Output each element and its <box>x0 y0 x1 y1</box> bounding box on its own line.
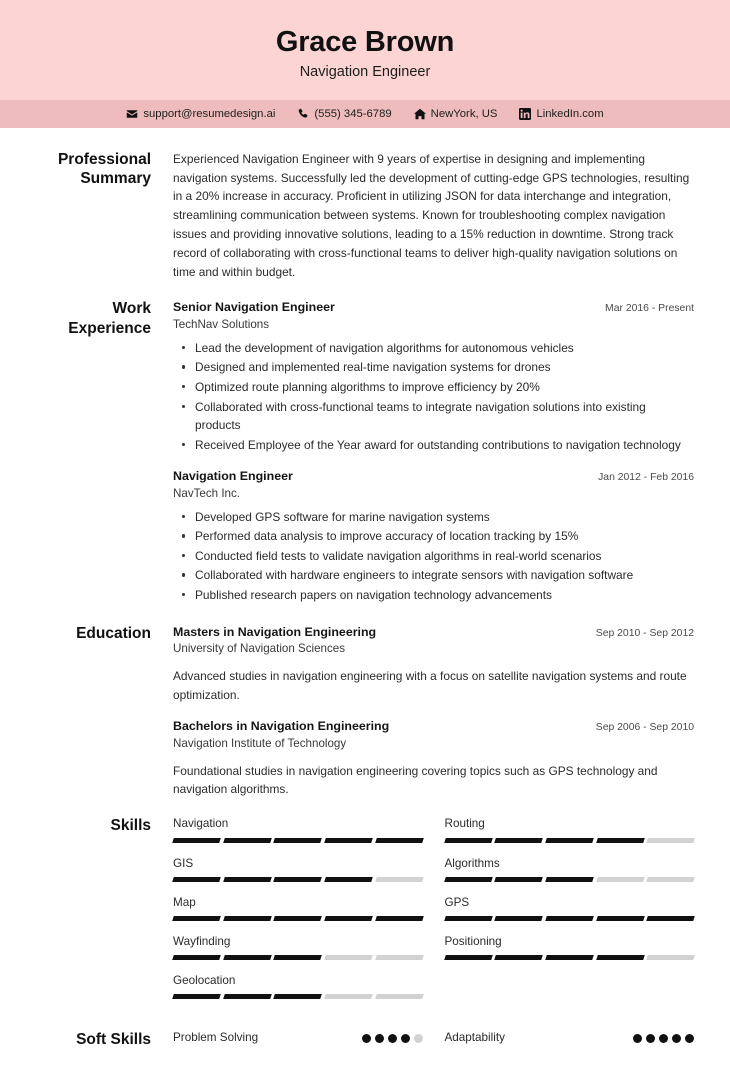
candidate-name: Grace Brown <box>275 26 455 58</box>
contact-phone[interactable] <box>297 108 391 120</box>
skill-level-segment <box>596 955 644 960</box>
skill-name: Map <box>173 895 196 909</box>
skill-level-segment <box>324 994 372 999</box>
rating-dot <box>633 1034 642 1043</box>
skills-grid <box>173 816 694 1012</box>
section-skills <box>28 816 694 1012</box>
skill-level-segment <box>324 838 372 843</box>
skill-level-segment <box>596 877 644 882</box>
rating-dot <box>685 1034 694 1043</box>
work-entry-org: TechNav Solutions <box>173 318 270 332</box>
work-entry-bullets <box>173 339 694 454</box>
skill-level-segment <box>274 955 322 960</box>
soft-skill-item <box>173 1030 423 1045</box>
skill-name: Algorithms <box>444 856 500 870</box>
work-entry-date: Jan 2012 - Feb 2016 <box>598 472 694 484</box>
contact-email-text: support@resumedesign.ai <box>143 107 276 120</box>
list-item: Performed data analysis to improve accuracy of location tracking by 15% <box>173 527 694 546</box>
work-entry-title: Navigation Engineer <box>173 469 293 484</box>
work-entry-title: Senior Navigation Engineer <box>173 300 335 315</box>
list-item: Published research papers on navigation technology advancements <box>173 586 694 605</box>
skill-level-segment <box>172 955 220 960</box>
resume-header <box>0 0 730 100</box>
skill-level-segment <box>375 877 423 882</box>
work-entry <box>173 468 694 604</box>
skill-name: Wayfinding <box>173 935 231 949</box>
skill-level-segment <box>223 955 271 960</box>
education-entry-title: Masters in Navigation Engineering <box>173 624 377 639</box>
skill-level-segment <box>545 838 593 843</box>
skill-level-segment <box>274 838 322 843</box>
education-entry-desc: Foundational studies in navigation engineering covering topics such as GPS technology and navigation algorithms. <box>173 763 658 796</box>
section-label-work: Work Experience <box>68 300 151 337</box>
section-work-experience <box>28 299 694 605</box>
skill-level-segment <box>274 877 322 882</box>
work-entry-date: Mar 2016 - Present <box>605 303 694 315</box>
skill-level-segment <box>596 916 644 921</box>
skill-level-bar <box>445 955 695 960</box>
skill-level-segment <box>494 916 542 921</box>
section-label-summary: Professional Summary <box>57 150 151 188</box>
skill-level-segment <box>375 994 423 999</box>
contact-linkedin[interactable] <box>519 108 603 120</box>
envelope-icon <box>126 108 138 120</box>
skill-level-segment <box>545 955 593 960</box>
rating-dot <box>362 1034 371 1043</box>
skill-level-bar <box>173 955 423 960</box>
section-label-soft-skills: Soft Skills <box>76 1031 151 1049</box>
work-entry <box>173 299 694 454</box>
rating-dot <box>672 1034 681 1043</box>
education-entry-desc: Advanced studies in navigation engineering with a focus on satellite navigation systems and route optimization. <box>173 669 687 702</box>
soft-skill-rating-dots <box>362 1034 423 1043</box>
skill-level-bar <box>445 838 695 843</box>
skill-level-bar <box>173 877 423 882</box>
contact-phone-text: (555) 345-6789 <box>314 107 392 120</box>
contact-location[interactable] <box>414 108 498 120</box>
skill-level-segment <box>375 955 423 960</box>
section-education <box>28 624 694 799</box>
skill-name: Geolocation <box>173 974 236 988</box>
skill-item <box>173 895 423 934</box>
contact-email[interactable] <box>126 108 275 120</box>
skill-item <box>445 934 695 973</box>
list-item: Collaborated with cross-functional teams to integrate navigation solutions into existing products <box>173 398 694 435</box>
skill-level-segment <box>274 994 322 999</box>
section-label-education: Education <box>76 624 151 642</box>
skill-level-segment <box>444 877 492 882</box>
rating-dot <box>375 1034 384 1043</box>
skill-level-segment <box>647 955 695 960</box>
skill-item <box>173 934 423 973</box>
section-body-summary <box>173 150 694 282</box>
home-icon <box>414 108 426 120</box>
education-entry-org: Navigation Institute of Technology <box>173 736 347 750</box>
skill-level-segment <box>444 838 492 843</box>
list-item: Collaborated with hardware engineers to integrate sensors with navigation software <box>173 566 694 585</box>
skill-level-segment <box>172 838 220 843</box>
list-item: Conducted field tests to validate navigation algorithms in real-world scenarios <box>173 547 694 566</box>
rating-dot <box>659 1034 668 1043</box>
skill-level-bar <box>445 916 695 921</box>
skill-level-bar <box>173 994 423 999</box>
skill-level-segment <box>172 994 220 999</box>
work-entry-org: NavTech Inc. <box>173 486 241 500</box>
skill-level-segment <box>274 916 322 921</box>
skill-level-bar <box>445 877 695 882</box>
work-entry-head <box>173 299 694 316</box>
skill-item <box>445 816 695 855</box>
skill-item <box>173 856 423 895</box>
skill-level-segment <box>375 916 423 921</box>
education-entry-title: Bachelors in Navigation Engineering <box>173 719 390 733</box>
skill-name: Positioning <box>444 935 502 949</box>
education-entry <box>173 718 694 798</box>
section-body-work <box>173 299 694 605</box>
section-body-skills <box>173 816 694 1012</box>
soft-skill-name: Adaptability <box>444 1031 505 1045</box>
list-item: Lead the development of navigation algorithms for autonomous vehicles <box>173 339 694 358</box>
resume-content <box>0 128 730 1050</box>
phone-icon <box>297 108 309 120</box>
contact-location-text: NewYork, US <box>430 107 498 120</box>
skill-level-segment <box>545 877 593 882</box>
skill-level-segment <box>172 877 220 882</box>
list-item: Optimized route planning algorithms to improve efficiency by 20% <box>173 378 694 397</box>
education-entry-head <box>173 624 694 641</box>
skill-level-segment <box>494 877 542 882</box>
skill-level-segment <box>647 838 695 843</box>
soft-skill-name: Problem Solving <box>173 1031 259 1045</box>
soft-skill-rating-dots <box>633 1034 694 1043</box>
soft-skills-grid <box>173 1030 694 1045</box>
skill-name: Navigation <box>173 817 229 831</box>
section-label-skills: Skills <box>110 817 151 835</box>
skill-name: GIS <box>173 856 194 870</box>
work-entry-bullets <box>173 508 694 605</box>
skill-level-segment <box>223 877 271 882</box>
skill-level-segment <box>172 916 220 921</box>
education-entry-org: University of Navigation Sciences <box>173 642 346 656</box>
section-body-soft-skills <box>173 1030 694 1045</box>
rating-dot <box>388 1034 397 1043</box>
skill-item <box>445 895 695 934</box>
skill-level-segment <box>596 838 644 843</box>
linkedin-icon <box>519 108 531 120</box>
education-entry-date: Sep 2010 - Sep 2012 <box>595 627 694 639</box>
skill-item <box>173 973 423 1012</box>
candidate-job-title: Navigation Engineer <box>299 64 431 81</box>
summary-text: Experienced Navigation Engineer with 9 years of expertise in designing and implementing navigation systems. Successfully led the development of cutting-edge GPS technologies, resulting in a 20% increase in accuracy. Proficient in utilizing JSON for data interchange and integration, streamlining communication between systems. Known for troubleshooting complex navigation issues and providing innovative solutions, leading to a 15% reduction in downtime. Strong track record of collaborating with cross-functional teams to deliver high-quality navigation solutions on time and within budget. <box>173 151 690 279</box>
list-item: Received Employee of the Year award for outstanding contributions to navigation technology <box>173 436 694 455</box>
education-entry-head <box>173 718 694 735</box>
skill-level-segment <box>324 955 372 960</box>
education-entry-date: Sep 2006 - Sep 2010 <box>595 722 694 733</box>
work-entry-head <box>173 468 694 485</box>
rating-dot <box>414 1034 423 1043</box>
skill-level-segment <box>444 955 492 960</box>
skill-level-segment <box>494 955 542 960</box>
rating-dot <box>646 1034 655 1043</box>
section-body-education <box>173 624 694 799</box>
list-item: Developed GPS software for marine navigation systems <box>173 508 694 527</box>
skill-level-bar <box>173 838 423 843</box>
skill-level-segment <box>223 838 271 843</box>
skill-level-segment <box>324 877 372 882</box>
soft-skill-item <box>445 1030 695 1045</box>
skill-level-segment <box>494 838 542 843</box>
list-item: Designed and implemented real-time navigation systems for drones <box>173 358 694 377</box>
contact-bar <box>0 100 730 128</box>
skill-item <box>173 816 423 855</box>
skill-item <box>445 856 695 895</box>
skill-level-segment <box>647 877 695 882</box>
contact-linkedin-text: LinkedIn.com <box>536 107 604 120</box>
skill-name: GPS <box>444 895 470 909</box>
education-entry <box>173 624 694 704</box>
skill-level-segment <box>223 916 271 921</box>
skill-level-segment <box>647 916 695 921</box>
section-professional-summary <box>28 150 694 282</box>
skill-level-segment <box>223 994 271 999</box>
rating-dot <box>401 1034 410 1043</box>
skill-level-segment <box>375 838 423 843</box>
skill-name: Routing <box>444 817 485 831</box>
skill-level-segment <box>324 916 372 921</box>
skill-level-segment <box>545 916 593 921</box>
skill-level-segment <box>444 916 492 921</box>
skill-level-bar <box>173 916 423 921</box>
section-soft-skills <box>28 1030 694 1049</box>
